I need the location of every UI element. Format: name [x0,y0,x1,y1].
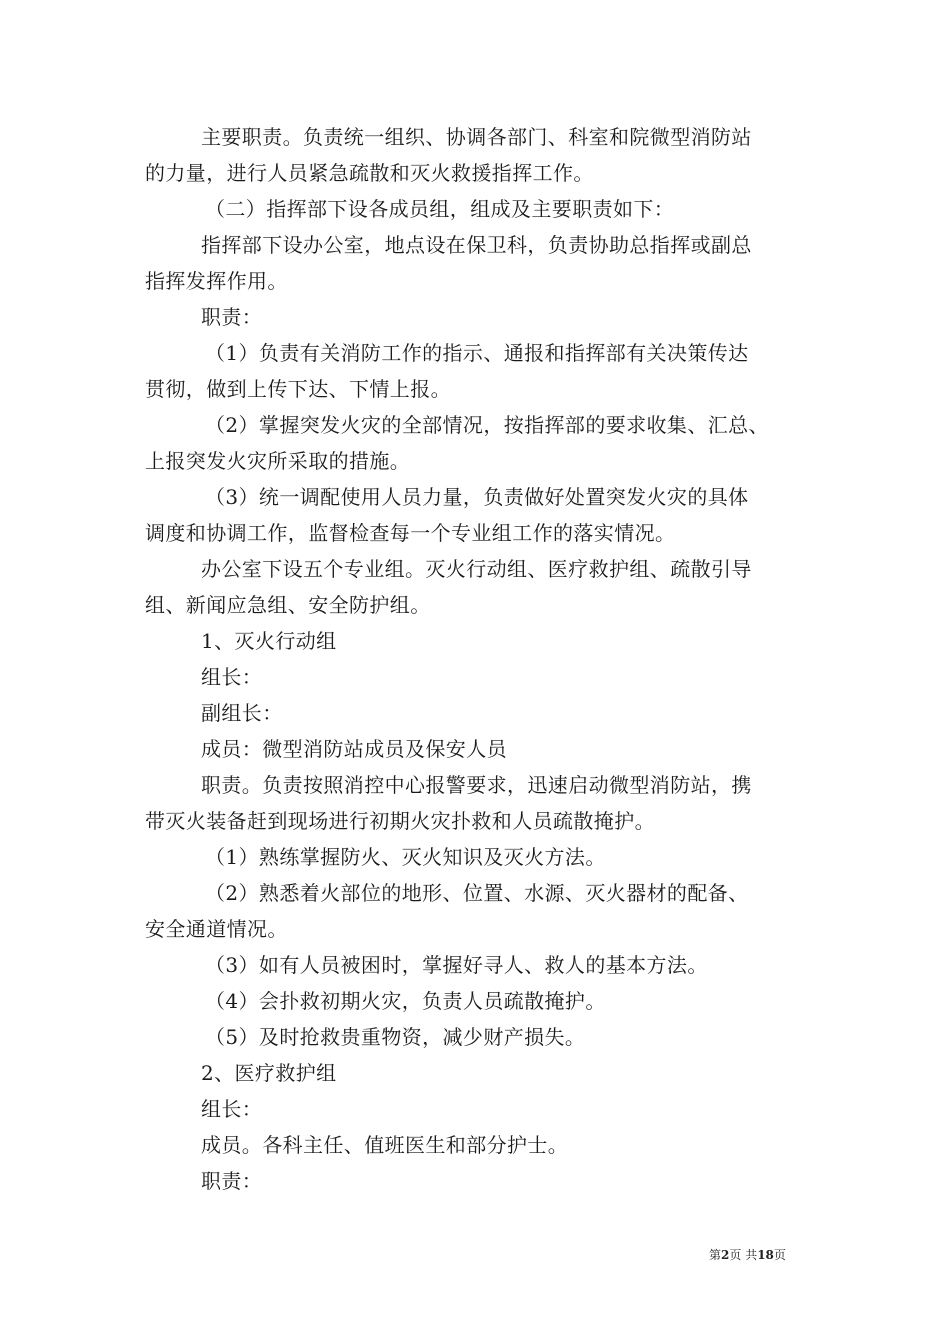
list-item: （2）掌握突发火灾的全部情况，按指挥部的要求收集、汇总、 [205,413,769,437]
current-page-number: 2 [721,1248,730,1262]
paragraph-line: 职责： [201,1169,263,1193]
list-item: （1）熟练掌握防火、灭火知识及灭火方法。 [205,845,606,869]
paragraph-line: 的力量，进行人员紧急疏散和灭火救援指挥工作。 [145,161,594,185]
paragraph-line: 办公室下设五个专业组。灭火行动组、医疗救护组、疏散引导 [201,557,752,581]
subsection-heading: 1、灭火行动组 [201,629,337,653]
list-item: （2）熟悉着火部位的地形、位置、水源、灭火器材的配备、 [205,881,749,905]
paragraph-line: 组、新闻应急组、安全防护组。 [145,593,431,617]
total-page-number: 18 [757,1248,774,1262]
list-item-continuation: 安全通道情况。 [145,917,288,941]
paragraph-line: 带灭火装备赶到现场进行初期火灾扑救和人员疏散掩护。 [145,809,655,833]
paragraph-line: 组长： [201,665,263,689]
list-item-continuation: 贯彻，做到上传下达、下情上报。 [145,377,451,401]
footer-prefix: 第 [709,1248,722,1262]
list-item: （3）如有人员被困时，掌握好寻人、救人的基本方法。 [205,953,708,977]
list-item: （1）负责有关消防工作的指示、通报和指挥部有关决策传达 [205,341,749,365]
paragraph-line: 指挥部下设办公室，地点设在保卫科，负责协助总指挥或副总 [201,233,752,257]
paragraph-line: 副组长： [201,701,283,725]
list-item: （5）及时抢救贵重物资，减少财产损失。 [205,1025,586,1049]
paragraph-line: 组长： [201,1097,263,1121]
subsection-heading: 2、医疗救护组 [201,1061,337,1085]
document-body [145,119,815,1199]
list-item: （4）会扑救初期火灾，负责人员疏散掩护。 [205,989,606,1013]
paragraph-line: 成员：微型消防站成员及保安人员 [201,737,507,761]
paragraph-line: 职责： [201,305,263,329]
paragraph-line: 职责。负责按照消控中心报警要求，迅速启动微型消防站，携 [201,773,752,797]
paragraph-line: 指挥发挥作用。 [145,269,288,293]
footer-suffix: 页 [773,1248,786,1262]
footer-middle: 页 共 [729,1248,758,1262]
section-heading: （二）指挥部下设各成员组，组成及主要职责如下： [205,197,675,221]
list-item-continuation: 调度和协调工作，监督检查每一个专业组工作的落实情况。 [145,521,676,545]
list-item-continuation: 上报突发火灾所采取的措施。 [145,449,411,473]
paragraph-line: 主要职责。负责统一组织、协调各部门、科室和院微型消防站 [201,125,752,149]
paragraph-line: 成员。各科主任、值班医生和部分护士。 [201,1133,569,1157]
list-item: （3）统一调配使用人员力量，负责做好处置突发火灾的具体 [205,485,749,509]
page-number-footer [709,1247,786,1263]
